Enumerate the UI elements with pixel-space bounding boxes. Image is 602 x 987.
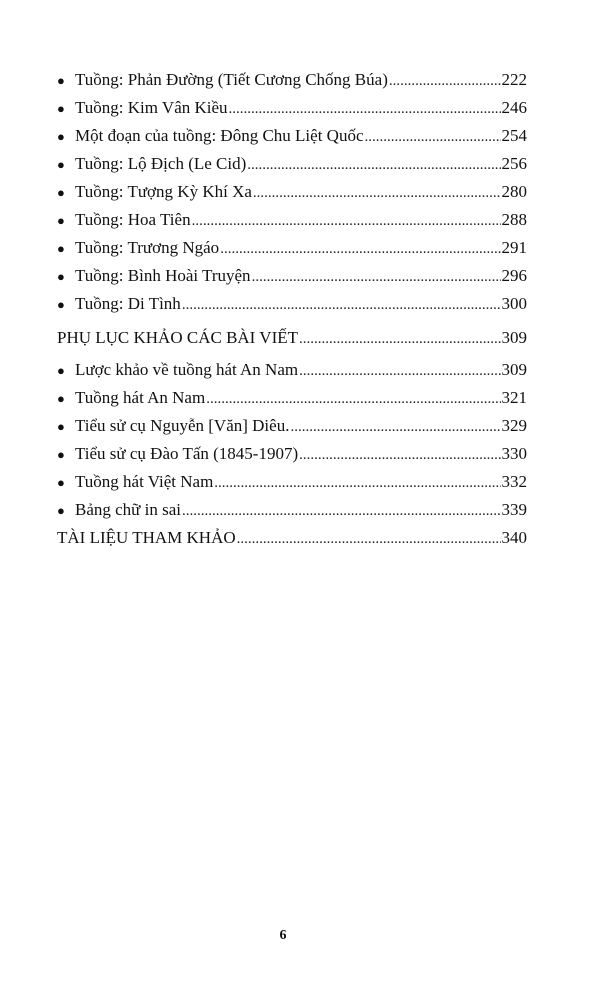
toc-entry-title: Một đoạn của tuồng: Đông Chu Liệt Quốc	[75, 126, 364, 145]
dot-leader	[365, 123, 501, 151]
dot-leader	[182, 497, 500, 525]
toc-entry-page: 309	[501, 360, 527, 379]
bullet-icon: ●	[57, 447, 65, 462]
toc-section-heading	[57, 318, 527, 356]
dot-leader	[253, 179, 501, 207]
dot-leader	[220, 235, 500, 263]
toc-entry-title: Tuồng: Lộ Địch (Le Cid)	[75, 154, 247, 173]
dot-leader	[214, 469, 500, 497]
dot-leader	[206, 385, 500, 413]
bullet-icon: ●	[57, 185, 65, 200]
toc-entry	[57, 290, 527, 318]
dot-leader	[299, 441, 500, 469]
bullet-icon: ●	[57, 73, 65, 88]
toc-entry-page: 296	[501, 266, 527, 285]
toc-entry	[57, 122, 527, 150]
toc-entry-page: 256	[501, 154, 527, 173]
toc-entry-page: 321	[501, 388, 527, 407]
dot-leader	[247, 151, 500, 179]
toc-entry-title: Bảng chữ in sai	[75, 500, 182, 519]
toc-entry-title: Lược khảo về tuồng hát An Nam	[75, 360, 299, 379]
toc-section-heading	[57, 524, 527, 552]
toc-entry	[57, 412, 527, 440]
toc-entry-page: 300	[501, 294, 527, 313]
toc-entry	[57, 94, 527, 122]
bullet-icon: ●	[57, 241, 65, 256]
dot-leader	[192, 207, 501, 235]
toc-section-page: 309	[501, 328, 527, 347]
toc-entry-title: Tuồng hát Việt Nam	[75, 472, 214, 491]
toc-entry	[57, 178, 527, 206]
dot-leader	[252, 263, 501, 291]
toc-entry-title: Tuồng: Kim Vân Kiều	[75, 98, 228, 117]
bullet-icon: ●	[57, 213, 65, 228]
toc-entry-page: 339	[501, 500, 527, 519]
bullet-icon: ●	[57, 419, 65, 434]
toc-entry-page: 280	[501, 182, 527, 201]
toc-entry-page: 288	[501, 210, 527, 229]
toc-entry-page: 332	[501, 472, 527, 491]
toc-entry-title: Tuồng: Phản Đường (Tiết Cương Chống Búa)	[75, 70, 388, 89]
toc-entry-title: Tuồng: Hoa Tiên	[75, 210, 191, 229]
dot-leader	[237, 525, 501, 553]
toc-entry-page: 330	[501, 444, 527, 463]
toc-entry-page: 291	[501, 238, 527, 257]
page-number: 6	[279, 928, 287, 943]
bullet-icon: ●	[57, 391, 65, 406]
dot-leader	[290, 413, 500, 441]
table-of-contents	[57, 66, 527, 552]
toc-entry-page: 246	[501, 98, 527, 117]
dot-leader	[229, 95, 501, 123]
bullet-icon: ●	[57, 297, 65, 312]
toc-entry-title: Tiểu sử cụ Nguyễn [Văn] Diêu.	[75, 416, 290, 435]
bullet-icon: ●	[57, 475, 65, 490]
bullet-icon: ●	[57, 101, 65, 116]
toc-entry-title: Tuồng: Trương Ngáo	[75, 238, 220, 257]
toc-entry	[57, 66, 527, 94]
dot-leader	[299, 321, 501, 357]
bullet-icon: ●	[57, 363, 65, 378]
toc-entry-page: 329	[501, 416, 527, 435]
toc-entry-title: Tuồng: Di Tình	[75, 294, 181, 313]
bullet-icon: ●	[57, 129, 65, 144]
dot-leader	[389, 67, 501, 95]
toc-entry-title: Tuồng: Bình Hoài Truyện	[75, 266, 251, 285]
toc-entry-title: Tuồng hát An Nam	[75, 388, 206, 407]
toc-entry	[57, 150, 527, 178]
toc-entry	[57, 206, 527, 234]
toc-section-title: TÀI LIỆU THAM KHẢO	[57, 528, 236, 547]
toc-entry	[57, 496, 527, 524]
toc-entry	[57, 234, 527, 262]
toc-entry-title: Tuồng: Tượng Kỳ Khí Xa	[75, 182, 252, 201]
toc-entry-title: Tiểu sử cụ Đào Tấn (1845-1907)	[75, 444, 299, 463]
toc-section-title: PHỤ LỤC KHẢO CÁC BÀI VIẾT	[57, 328, 298, 347]
dot-leader	[182, 291, 501, 319]
toc-entry	[57, 384, 527, 412]
toc-entry	[57, 262, 527, 290]
toc-entry	[57, 440, 527, 468]
dot-leader	[299, 357, 500, 385]
toc-entry-page: 222	[501, 70, 527, 89]
toc-section-page: 340	[501, 528, 527, 547]
bullet-icon: ●	[57, 503, 65, 518]
bullet-icon: ●	[57, 269, 65, 284]
bullet-icon: ●	[57, 157, 65, 172]
toc-entry	[57, 468, 527, 496]
toc-entry-page: 254	[501, 126, 527, 145]
toc-entry	[57, 356, 527, 384]
